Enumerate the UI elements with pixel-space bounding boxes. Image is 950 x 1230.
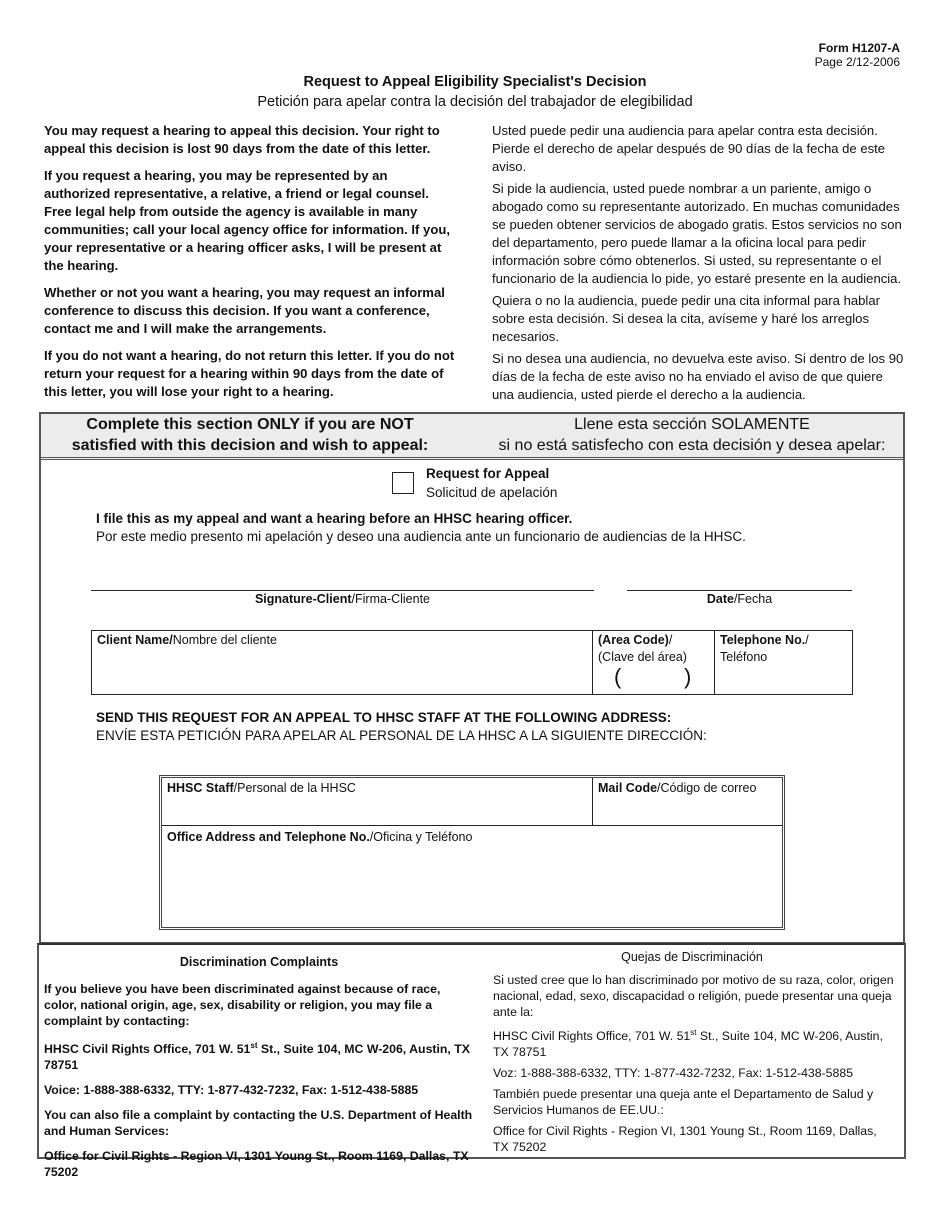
date-label: Date/Fecha — [706, 592, 773, 606]
banner-line: si no está satisfecho con esta decisión y desea apelar: — [498, 437, 886, 454]
send-instruction-spanish: ENVÍE ESTA PETICIÓN PARA APELAR AL PERSONAL DE LA HHSC A LA SIGUIENTE DIRECCIÓN: — [96, 728, 707, 743]
instruction-paragraph: Si pide la audiencia, usted puede nombrar a un pariente, amigo o abogado como su representante autorizado. En muchas comunidades se pueden obtener servicios de abogado gratis. Estos servicios no son del departamento, pero puede llamar a la oficina local para pedir información sobre cómo obtenerlos. Si usted, su representante o el funcionario de la audiencia lo pide, yo estaré presente en la audiencia. — [492, 181, 902, 286]
divider — [714, 630, 715, 695]
discrimination-english — [44, 981, 476, 1189]
civil-rights-address: HHSC Civil Rights Office, 701 W. 51st St., Suite 104, MC W-206, Austin, TX 78751 — [44, 1041, 470, 1073]
banner-line: Complete this section ONLY if you are NOT — [86, 416, 414, 433]
staff-address-box — [159, 775, 785, 930]
discrimination-spanish — [493, 972, 895, 1160]
client-name-field[interactable]: Client Name/Nombre del cliente — [97, 633, 277, 647]
discrimination-title-spanish: Quejas de Discriminación — [621, 950, 763, 964]
discrimination-paragraph: Si usted cree que lo han discriminado por motivo de su raza, color, origen nacional, edad, sexo, discapacidad o religión, puede presentar una queja ante la: — [493, 973, 894, 1019]
discrimination-paragraph: If you believe you have been discriminated against because of race, color, national origin, age, sex, disability or religion, you may file a complaint by contacting: — [44, 982, 441, 1028]
signature-label: Signature-Client/Firma-Cliente — [254, 592, 431, 606]
instruction-paragraph: Usted puede pedir una audiencia para apelar contra esta decisión. Pierde el derecho de apelar después de 90 días de la fecha de este aviso. — [492, 123, 886, 174]
instruction-paragraph: Whether or not you want a hearing, you may request an informal conference to discuss this decision. If you want a conference, contact me and I will make the arrangements. — [44, 285, 445, 336]
appeal-statement-spanish: Por este medio presento mi apelación y deseo una audiencia ante un funcionario de audiencias de la HHSC. — [96, 529, 746, 544]
banner-line: satisfied with this decision and wish to appeal: — [71, 437, 429, 454]
signature-line[interactable] — [91, 590, 594, 591]
mail-code-field[interactable]: Mail Code/Código de correo — [598, 781, 757, 795]
request-appeal-label-spanish: Solicitud de apelación — [426, 485, 558, 500]
instruction-paragraph: You may request a hearing to appeal this decision. Your right to appeal this decision is lost 90 days from the date of this letter. — [44, 123, 440, 156]
date-line[interactable] — [627, 590, 852, 591]
banner-english — [60, 414, 440, 456]
instructions-english — [44, 122, 456, 410]
request-appeal-label: Request for Appeal — [426, 466, 550, 481]
contact-numbers: Voz: 1-888-388-6332, TTY: 1-877-432-7232, Fax: 1-512-438-5885 — [493, 1066, 854, 1081]
ocr-address: Office for Civil Rights - Region VI, 1301 Young St., Room 1169, Dallas, TX 75202 — [493, 1124, 877, 1155]
discrimination-paragraph: También puede presentar una queja ante el Departamento de Salud y Servicios Humanos de EE.UU.: — [493, 1087, 874, 1118]
area-code-label-spanish: (Clave del área) — [598, 650, 687, 664]
telephone-label: Telephone No./ — [720, 633, 809, 647]
instruction-paragraph: If you request a hearing, you may be represented by an authorized representative, a relative, a friend or legal counsel. Free legal help from outside the agency is available in many communities; call your local agency office for information. If you, your representative or a hearing officer asks, I will be present at the hearing. — [44, 168, 450, 273]
request-appeal-checkbox[interactable] — [392, 472, 414, 494]
ocr-address: Office for Civil Rights - Region VI, 1301 Young St., Room 1169, Dallas, TX 75202 — [44, 1149, 469, 1180]
page-title: Request to Appeal Eligibility Specialist's Decision — [303, 74, 647, 90]
banner-line: Llene esta sección SOLAMENTE — [574, 416, 810, 433]
instructions-spanish — [492, 122, 904, 408]
area-code-paren-open: ( — [614, 664, 622, 689]
area-code-field[interactable] — [598, 632, 687, 666]
divider — [592, 630, 593, 695]
divider — [162, 825, 782, 826]
send-instruction: SEND THIS REQUEST FOR AN APPEAL TO HHSC STAFF AT THE FOLLOWING ADDRESS: — [96, 710, 672, 725]
instruction-paragraph: Si no desea una audiencia, no devuelva este aviso. Si dentro de los 90 días de la fecha de este aviso no ha enviado el aviso de que quiere una audiencia, usted pierde el derecho a la audiencia. — [492, 351, 904, 402]
telephone-field[interactable] — [720, 632, 809, 666]
civil-rights-address: HHSC Civil Rights Office, 701 W. 51st St., Suite 104, MC W-206, Austin, TX 78751 — [493, 1028, 883, 1060]
area-code-paren-close: ) — [684, 664, 692, 689]
page-title-spanish: Petición para apelar contra la decisión del trabajador de elegibilidad — [257, 94, 693, 110]
form-number: Form H1207-A — [818, 41, 900, 55]
area-code-label: (Area Code)/ — [598, 633, 673, 647]
page-info: Page 2/12-2006 — [814, 55, 900, 69]
office-address-field[interactable]: Office Address and Telephone No./Oficina y Teléfono — [167, 830, 473, 844]
banner-spanish — [492, 414, 892, 456]
instruction-paragraph: Quiera o no la audiencia, puede pedir una cita informal para hablar sobre esta decisión. Si desea la cita, avíseme y haré los arreglos necesarios. — [492, 293, 880, 344]
discrimination-title: Discrimination Complaints — [179, 955, 339, 969]
instruction-paragraph: If you do not want a hearing, do not return this letter. If you do not return your request for a hearing within 90 days from the date of this letter, you will lose your right to a hearing. — [44, 348, 455, 399]
telephone-label-spanish: Teléfono — [720, 650, 768, 664]
appeal-statement: I file this as my appeal and want a hearing before an HHSC hearing officer. — [96, 511, 573, 526]
contact-numbers: Voice: 1-888-388-6332, TTY: 1-877-432-7232, Fax: 1-512-438-5885 — [44, 1083, 419, 1098]
divider — [592, 778, 593, 825]
hhsc-staff-field[interactable]: HHSC Staff/Personal de la HHSC — [167, 781, 356, 795]
discrimination-paragraph: You can also file a complaint by contacting the U.S. Department of Health and Human Services: — [44, 1108, 473, 1139]
